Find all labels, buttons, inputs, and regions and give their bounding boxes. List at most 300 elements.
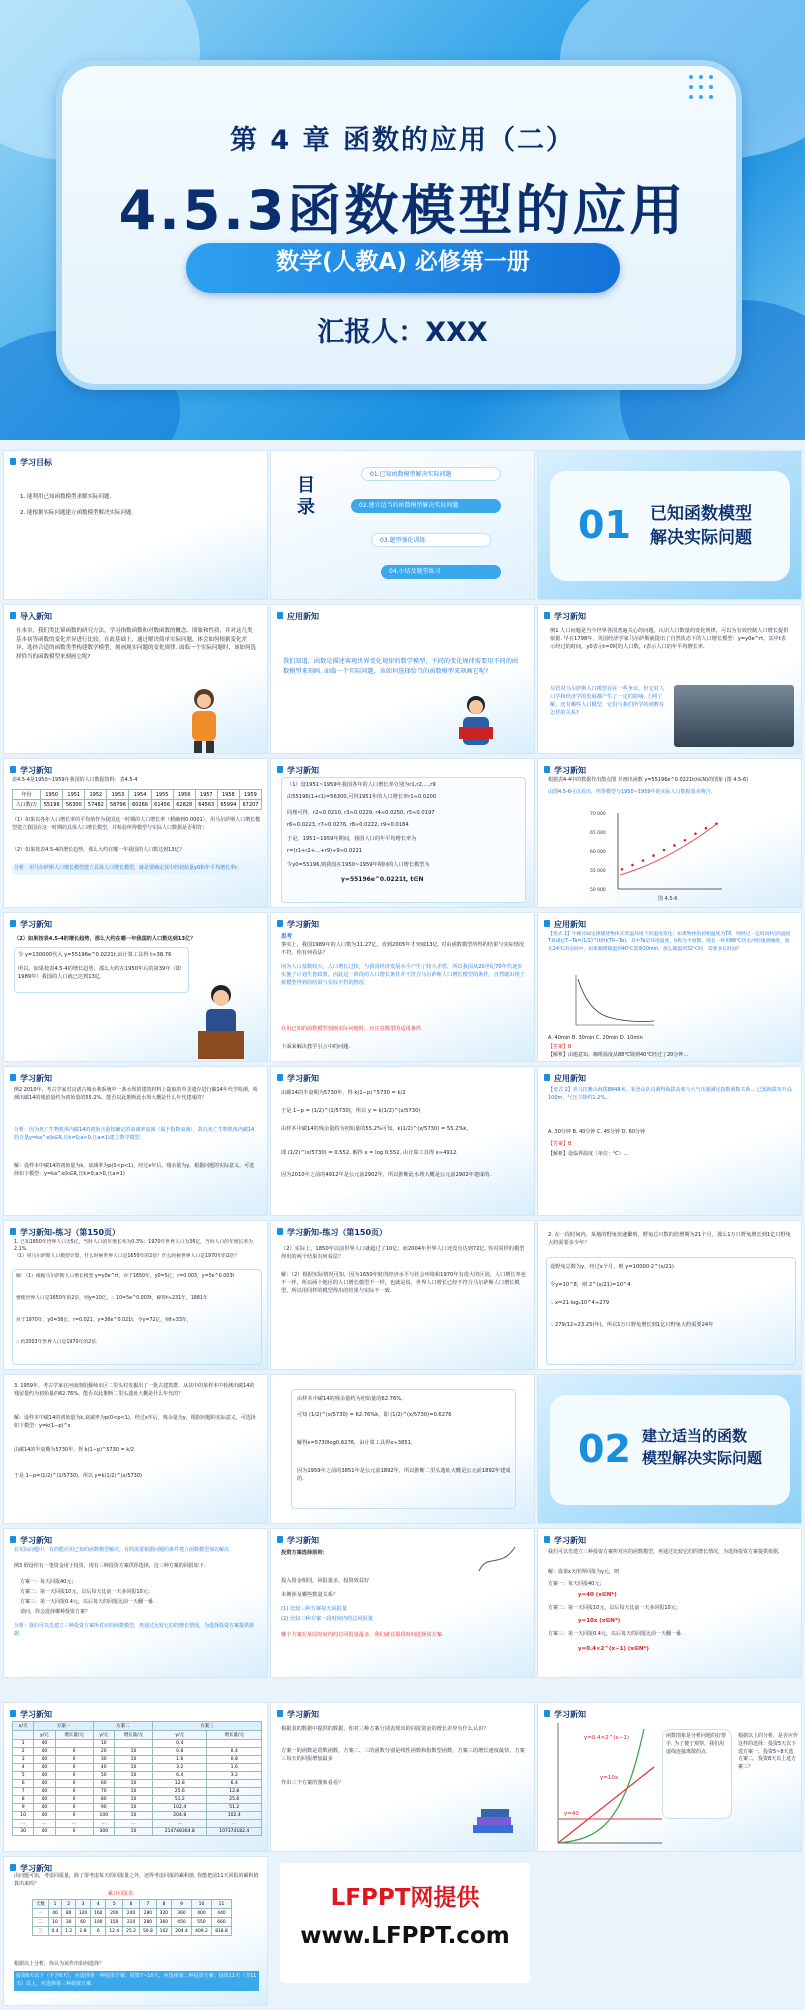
p3-l2: 设野兔总数为y，经过x个月，则 y=10000·2^(x/21) — [550, 1264, 674, 1270]
p4-l2: 解：设样本中碳14的初始量为k,衰减率为p(0<p<1)，经过x年后，残余量为y，根据问题的实际意义，可选择如下模型：y=k(1−p)^x — [14, 1415, 256, 1429]
y-tick-label: 65 000 — [590, 831, 606, 836]
provider-name: LFPPT网提供 — [330, 1885, 480, 1911]
curve-label-linear: y=10x — [600, 1775, 619, 1781]
lesson-title: 4.5.3函数模型的应用 — [118, 179, 687, 242]
scatter-point — [621, 868, 624, 871]
a3-l6: y=10x (x∈N*) — [578, 1618, 621, 1624]
table-cell: 100 — [91, 1918, 106, 1927]
sol2-l3: 由样本中碳14的残余量约为初始量的55.2%可知，k(1/2)^(x/5730) = 55.2%k， — [281, 1126, 472, 1132]
year-cell: 1957 — [195, 790, 217, 800]
sol2-l1: 由碳14的半衰期为5730年，得 k(1−p)^5730 = k/2 — [281, 1090, 406, 1096]
table-analysis: 分析：用马尔萨斯人口增长模型建立具体人口增长模型，就是要确定其中的初始量y0和年平均增长率r. — [12, 863, 262, 875]
q2-title: （2）如果按表4.5-4的增长趋势，那么大约在哪一年我国的人口数达到13亿？ — [14, 936, 196, 942]
sol2-l5: 因为2010年之前的4912年是公元前2902年，所以推断此水坝大概是公元前2902年建成的. — [281, 1172, 492, 1178]
a3-l8: y=0.4×2^(x−1) (x∈N*) — [578, 1646, 649, 1652]
table-cell: 102.4 — [153, 1804, 207, 1812]
table-header: 方案一 — [34, 1722, 93, 1731]
figure-label: 图 4.5-6 — [658, 896, 678, 902]
table-cell: … — [55, 1820, 93, 1828]
p5-l2: 可知 (1/2)^(x/5730) = 62.76%k，即 (1/2)^(x/5730)=0.6276 — [297, 1412, 452, 1418]
table-row — [13, 1772, 262, 1780]
slide-heading: 学习新知 — [277, 919, 319, 930]
table-cell: 409.2 — [191, 1927, 211, 1936]
sol1-l2: 由55196(1+r1)=56300,可得1951年的人口增长率r1≈0.0200 — [287, 794, 437, 800]
think-next: 下面来解决教学引言中的问题. — [281, 1044, 351, 1050]
sol2-l4: 即 (1/2)^(x/5730) = 0.552. 解得 x = log 0.552, 由计算工具得 x≈4912. — [281, 1150, 458, 1156]
slide-heading: 导入新知 — [10, 611, 52, 622]
slide-a6 — [3, 1856, 268, 2006]
slide-heading: 学习新知 — [544, 1535, 586, 1546]
a2-l4: (2) 比较三种方案一段时间内的总回报量 — [281, 1616, 373, 1622]
table-subheader: 增长量/元 — [114, 1731, 152, 1740]
year-cell: 1955 — [151, 790, 173, 800]
table-cell: 3.2 — [153, 1764, 207, 1772]
table-cell: 40 — [48, 1909, 62, 1918]
table-q1: （1）如果以各年人口增长率的平均值作为我国这一时期的人口增长率（精确到0.0001），用马尔萨斯人口增长模型建立我国在这一时期的具体人口增长模型，并检验所得模型与实际人口数据是否相符； — [12, 817, 261, 831]
table-subheader — [13, 1731, 34, 1740]
table-subheader: 增长量/元 — [207, 1731, 262, 1740]
provider-card — [280, 1863, 530, 1983]
ex2-solution: 解：设样本中碳14的初始量为k，衰减率为p(0<p<1)，经过x年后，残余量为y，根据问题的实际意义，可选择如下模型：y=ka^x(k∈R,且k≠0;a>0,且a≠1) — [14, 1163, 255, 1177]
table-cell: 6.4 — [153, 1772, 207, 1780]
ex2-analysis: 分析：因为死亡生物机体内碳14的初始含量按确定的衰减率衰减（属于指数衰减），故以死亡生物机体内碳14的含量y=ka^x(k∈R,且k≠0;a>0,且a≠1)建立数学模型. — [14, 1127, 255, 1141]
population-cell: 67207 — [239, 800, 261, 810]
ex2-text: 例2 2010年，考古学家对良渚古城水利系统中一条水坝的建筑材料上提取的草茎遗存进行碳14年代学检测，检测出碳14的残留量约为初始量的55.2%，能否以此推断此水坝大概是什么年代建成的？ — [14, 1087, 258, 1101]
table-cell: 160 — [91, 1909, 106, 1918]
a6-caption: 累计回报表 — [108, 1891, 134, 1897]
a3-l3: 方案一：每天回报40元； — [548, 1581, 605, 1587]
table-header: 方案二 — [93, 1722, 152, 1731]
table-cell: 1 — [13, 1740, 34, 1748]
goal-1: 1. 能利用已知函数模型求解实际问题. — [20, 494, 112, 500]
table-cell: 90 — [93, 1804, 114, 1812]
sol1-l5: 于是，1951~1959年期间，我国人口的年平均增长率为 — [287, 836, 417, 842]
table-subheader: 增长量/元 — [55, 1731, 93, 1740]
p2-l2: 解：（2）根据实际情况可知，因为1650年时的经济水平与社会环境和1970年有很大的区别，人口增长率也不一样，所以两个地区的人口增长模型不一样，也就是说，世界人口增长已经不符合马尔萨斯人口增长模型，所以用同样的模型得出的结果与实际不一致. — [281, 1272, 526, 1295]
teacher-illustration-icon — [174, 685, 234, 754]
a3-l7: 方案三：第一天回报0.4元，以后每天的回报比前一天翻一番. — [548, 1631, 683, 1637]
slide-heading: 应用新知 — [544, 919, 586, 930]
section-number: 02 — [578, 1427, 631, 1471]
slide-p4 — [3, 1374, 268, 1524]
table-cell: 280 — [139, 1918, 156, 1927]
slide-goals — [3, 450, 268, 600]
slide-a2 — [270, 1528, 535, 1678]
slide-heading: 学习新知 — [10, 1073, 52, 1084]
table-cell: 3 — [13, 1756, 34, 1764]
table-cell — [55, 1740, 93, 1748]
population-scatter-chart — [588, 803, 728, 903]
year-cell: 1953 — [107, 790, 129, 800]
a4-l1: 根据表的数据中提供的数据，你对三种方案分别表现出的回报资金的增长差异有什么认识？ — [281, 1726, 489, 1732]
reporter-label: 汇报人：XXX — [317, 317, 488, 348]
table-subheader: y/元 — [153, 1731, 207, 1740]
title-slide — [0, 0, 805, 440]
table-cell: 450 — [171, 1918, 191, 1927]
table-header: 方案三 — [153, 1722, 262, 1731]
section-title-1: 建立适当的函数 — [642, 1427, 748, 1445]
table-cell: 80 — [93, 1796, 114, 1804]
think-note: 在用已知的函数模型刻画实际问题时，应注意模型的适用条件. — [281, 1026, 423, 1032]
year-cell: 年份 — [13, 790, 41, 800]
books-illustration-icon — [471, 1803, 515, 1843]
table-cell: 25.6 — [153, 1788, 207, 1796]
intro-text: 在本章，我们类比幂函数的研究方法，学习指数函数和对数函数的概念、图象和性质，并对这几类基本初等函数的变化差异进行比较。在此基础上，通过解决简单实际问题，体会如何根据变化差异，选择合适的函数类型构建数学模型，刻画现实问题的变化规律. 面临一个实际问题时，该如何选择恰当的函数模型来刻画它呢? — [16, 628, 256, 660]
a4-l3: 作出三个方案的图象看看？ — [281, 1780, 344, 1786]
table-row — [33, 1918, 232, 1927]
table-cell: 20 — [93, 1748, 114, 1756]
slide-a5 — [537, 1702, 802, 1852]
scatter-point — [663, 849, 666, 852]
toc-item-1[interactable]: 01.已知函数模型解决实际问题 — [361, 467, 501, 481]
population-cell: 57482 — [85, 800, 107, 810]
table-cell: 204.4 — [171, 1927, 191, 1936]
table-cell: 9 — [13, 1804, 34, 1812]
slide-p1 — [3, 1220, 268, 1370]
table-cell: 1.6 — [207, 1764, 262, 1772]
table-cell: 40 — [34, 1772, 55, 1780]
year-cell: 1950 — [41, 790, 63, 800]
table-cell: 40 — [34, 1740, 55, 1748]
p1-l3: 解：（1）根据马尔萨斯人口增长模型 y=y0e^rt，对于1650年，y0=5亿，r=0.003，y=5e^0.003t — [16, 1274, 235, 1279]
p5-l4: 因为1959年之前的3851年是公元前1892年，所以推断二里头遗址大概是公元前1892年建成的. — [297, 1468, 511, 1483]
table-cell: 360 — [156, 1918, 171, 1927]
chapter-title: 第 4 章 函数的应用（二） — [230, 125, 575, 156]
table-cell: 12.8 — [207, 1788, 262, 1796]
curve-label-exp: y=0.4×2^(x−1) — [584, 1735, 629, 1741]
table-cell — [207, 1740, 262, 1748]
population-cell: 55196 — [41, 800, 63, 810]
provider-url[interactable]: www.LFPPT.com — [300, 1923, 510, 1949]
table-cell: 5 — [13, 1772, 34, 1780]
subtitle-pill: 数学(人教A) 必修第一册 — [186, 243, 620, 293]
cooling-curve-chart — [568, 971, 658, 1031]
table-cell: 10 — [114, 1812, 152, 1820]
year-cell: 1959 — [239, 790, 261, 800]
slide-intro — [3, 604, 268, 754]
app1-text: 我们知道，函数是描述客观世界变化规律的数学模型，不同的变化规律需要用不同的函数模型来刻画. 面临一个实际问题，该如何选择恰当的函数模型来刻画它呢? — [283, 658, 519, 675]
table-cell: 40 — [93, 1764, 114, 1772]
slide-heading: 学习新知 — [10, 1863, 52, 1874]
a6-l3: 投资6天以下（不含6天），应选择第一种投资方案；投资7~10天，应选择第二种投资方案；投资11天（含11天）以上，应选择第三种投资方案. — [14, 1971, 259, 1991]
population-cell: 58796 — [107, 800, 129, 810]
table-cell: 30 — [62, 1918, 76, 1927]
population-table — [12, 789, 262, 810]
q2-l2: 所以，如果按表4.5-4的增长趋势，那么大约在1950年后的第39年（即1989年）我国的人口就已达到13亿. — [18, 966, 181, 981]
table-cell: 1.2 — [62, 1927, 76, 1936]
table-q2: （2）如果按表4.5-4的增长趋势，那么大约在哪一年我国的人口数达到13亿？ — [12, 847, 185, 853]
a5-note1: 函数图象是分析问题的好帮手. 为了便于观察，我们用虚线连接离散的点. — [666, 1733, 727, 1755]
table-cell: 0 — [55, 1828, 93, 1836]
goal-2: 2. 能根据实际问题建立函数模型解决实际问题. — [20, 510, 134, 516]
slide-ex2 — [3, 1066, 268, 1216]
var2-answer: 【答案】B — [548, 1141, 572, 1147]
y-tick-label: 60 000 — [590, 850, 606, 855]
table-cell: 40 — [34, 1756, 55, 1764]
var1-text: 【变式 1】牛顿冷却定律描述物体在常温环境下的温度变化：如果物体的初始温度为T0，则经过一定时间t后的温度T将满足T−Ta=(1/2)^(t/h)(T0−Ta)，其中Ta是环境温度，h称为半衰期。现有一杯用88℃热水冲的速溶咖啡，放在24℃的房间中，如果咖啡降温到40℃需要20min，那么降温到32℃时，需要多长时间？ — [548, 932, 791, 952]
slide-app1 — [270, 604, 535, 754]
a2-l5: 哪个方案在某段时间内的总回报量最多，我们就在那段时间选择该方案. — [281, 1632, 444, 1638]
table-header: x/天 — [13, 1722, 34, 1731]
table-cell: 400 — [191, 1909, 211, 1918]
table-cell: 10 — [114, 1780, 152, 1788]
table-cell: 2 — [13, 1748, 34, 1756]
table-cell: 0 — [55, 1780, 93, 1788]
table-cell: 150 — [106, 1918, 123, 1927]
table-row — [13, 1740, 262, 1748]
table-cell: 40 — [34, 1780, 55, 1788]
table-row — [13, 1748, 262, 1756]
table-cell: … — [13, 1820, 34, 1828]
table-cell: 2.8 — [75, 1927, 90, 1936]
table-cell: 240 — [123, 1909, 140, 1918]
a3-l5: 方案二：第一天回报10元，以后每天比前一天多回报10元； — [548, 1605, 681, 1611]
table-cell: 0 — [55, 1764, 93, 1772]
table-cell: 10 — [13, 1812, 34, 1820]
ex1-question: 尽管对马尔萨斯人口模型存在一些争议，但它对人口学和经济学的发展都产生了一定的影响. 上网了解，还有哪些人口模型，它们与我们所学的函数有怎样的关系? — [550, 686, 665, 717]
table-cell: 一 — [33, 1909, 49, 1918]
table-subheader: y/元 — [93, 1731, 114, 1740]
y-tick-label: 70 000 — [590, 812, 606, 817]
table-cell: 50 — [93, 1772, 114, 1780]
table-cell: … — [114, 1820, 152, 1828]
a1-l1: 在实际问题中，有的能应用已知的函数模型解决，有的需要根据问题的条件建立函数模型加以解决. — [14, 1547, 231, 1553]
table-row — [13, 1804, 262, 1812]
section-title-2: 解决实际问题 — [650, 528, 752, 548]
slide-a3 — [537, 1528, 802, 1678]
table-cell: 320 — [156, 1909, 171, 1918]
a1-l7: 分析：我们可以先建立三种投资方案所对应的函数模型，再通过比较它们的增长情况，为选择投资方案提供依据. — [14, 1623, 255, 1637]
graph1-l1: 根据表4-4中的数据作出散点图 并画出函数 y=55196e^0.0221t(t∈N)的图象 (图 4.5-6) — [548, 777, 749, 783]
table-cell: 214748364.8 — [153, 1828, 207, 1836]
table-cell: 60 — [75, 1918, 90, 1927]
scatter-point — [652, 854, 655, 857]
p5-l1: 由样本中碳14的残余量约为初始量的62.76%, — [297, 1396, 403, 1402]
slide-heading: 学习新知-练习（第150页） — [10, 1227, 120, 1238]
table-cell: 10 — [114, 1828, 152, 1836]
table-row — [13, 1756, 262, 1764]
table-cell: 0 — [55, 1812, 93, 1820]
table-row — [33, 1900, 232, 1909]
section-number: 01 — [578, 503, 631, 547]
table-cell: 25.2 — [123, 1927, 140, 1936]
p5-l3: 解得x=5730log0.6276，由计算工具得x≈3851， — [297, 1440, 417, 1446]
graph1-l2: 由图4.5-6可以看出，所得模型与1950~1959年的实际人口数据基本吻合. — [548, 789, 713, 795]
table-cell: … — [207, 1820, 262, 1828]
slide-heading: 学习新知 — [544, 611, 586, 622]
table-cell: 0.4 — [153, 1740, 207, 1748]
slide-sol1 — [270, 758, 535, 908]
slide-heading: 学习新知 — [277, 1073, 319, 1084]
table-cell: 10 — [114, 1772, 152, 1780]
table-cell: 100 — [93, 1812, 114, 1820]
scatter-point — [715, 822, 718, 825]
table-cell — [114, 1740, 152, 1748]
table-cell: 40 — [34, 1804, 55, 1812]
slide-p5 — [270, 1374, 535, 1524]
sol1-l6: r=(r1+r2+…+r9)÷9≈0.0221 — [287, 848, 363, 854]
var1-explain: 【解析】由题意知，咖啡温度从88℃降到40℃经过了20分钟... — [548, 1052, 689, 1058]
table-cell: 40 — [34, 1764, 55, 1772]
p4-l4: 于是 1−p=(1/2)^(1/5730)，所以 y=k(1/2)^(x/5730) — [14, 1473, 142, 1479]
table-cell: 120 — [75, 1909, 90, 1918]
dots-decor-icon — [686, 72, 726, 112]
a3-l4: y=40 (x∈N*) — [578, 1592, 617, 1598]
section-title-1: 已知函数模型 — [650, 504, 752, 524]
table-cell: 0 — [55, 1772, 93, 1780]
var2-options: A. 30分钟 B. 40分钟 C. 45分钟 D. 60分钟 — [548, 1129, 646, 1135]
slide-heading: 学习新知 — [544, 1709, 586, 1720]
table-cell: 10 — [114, 1748, 152, 1756]
table-cell: 4 — [91, 1900, 106, 1909]
table-cell: 10 — [114, 1788, 152, 1796]
table-cell: 0.4 — [207, 1748, 262, 1756]
table-cell: 10 — [114, 1764, 152, 1772]
a2-l2: 本例涉及哪些数量关系？ — [281, 1592, 339, 1598]
table-cell: 4 — [13, 1764, 34, 1772]
table-cell: 7 — [13, 1788, 34, 1796]
table-cell: … — [93, 1820, 114, 1828]
table-cell: 6 — [13, 1780, 34, 1788]
toc-mu: 目 — [297, 475, 315, 496]
slide-p3 — [537, 1220, 802, 1370]
think-heading: 思考 — [281, 934, 293, 940]
p3-l4: ∴ x=21·log₂10^4≈279 — [550, 1300, 610, 1306]
table-cell: 6 — [123, 1900, 140, 1909]
table-cell: 3 — [75, 1900, 90, 1909]
table-caption: 表4.5-4是1950~1959年我国的人口数据资料：表4.5-4 — [12, 777, 138, 783]
p2-l1: （2）实际上，1850年以前世界人口就超过了10亿；而2004年世界人口还没有达到72亿. 你对同样的模型得出的两个结果有何看法？ — [281, 1246, 525, 1261]
slide-heading: 学习新知 — [544, 765, 586, 776]
table-cell: 7 — [139, 1900, 156, 1909]
population-cell: 65994 — [217, 800, 239, 810]
table-cell: 40 — [34, 1788, 55, 1796]
table-cell: 60 — [93, 1780, 114, 1788]
table-cell: … — [34, 1820, 55, 1828]
ex1-text: 例1 人口问题是当今世界各国普遍关心的问题。认识人口数量的变化规律，可以为有效控制人口增长提供依据. 早在1798年，英国经济学家马尔萨斯就提出了自然状态下的人口增长模型：y=y0e^rt，其中t表示经过的时间，y0表示t=0时的人口数，r表示人口的年平均增长率. — [550, 628, 789, 651]
table-cell: 0.4 — [48, 1927, 62, 1936]
slide-ex1 — [537, 604, 802, 754]
year-cell: 1952 — [85, 790, 107, 800]
table-cell: 30 — [13, 1828, 34, 1836]
table-row — [13, 1812, 262, 1820]
p4-l3: 由碳14的半衰期为5730年，得 k(1−p)^5730 = k/2 — [14, 1447, 135, 1453]
slide-a4 — [270, 1702, 535, 1852]
a6-l1: 由问题可知，考虑回报量，除了要考虑每天的回报量之外，还得考虑回报的累积值. 你能把前11天回报的累积值算出来吗？ — [14, 1873, 259, 1887]
table-cell: 102 — [156, 1927, 171, 1936]
a1-l5: 方案三：第一天回报0.4元，以后每天的回报比前一天翻一番. — [20, 1599, 155, 1605]
returns-curves-chart — [544, 1719, 664, 1849]
table-cell: 12.8 — [153, 1780, 207, 1788]
year-cell: 1954 — [129, 790, 151, 800]
a6-l2: 根据以上分析，你认为该作出如何选择？ — [14, 1961, 105, 1967]
population-cell: 人口数/万 — [13, 800, 41, 810]
population-cell: 61456 — [151, 800, 173, 810]
slide-a1 — [3, 1528, 268, 1678]
table-cell: 8 — [156, 1900, 171, 1909]
toc-item-2[interactable]: 02.建立适当的函数模型解决实际问题 — [351, 499, 501, 513]
y-tick-label: 50 000 — [590, 888, 606, 893]
slide-var2 — [537, 1066, 802, 1216]
toc-item-3[interactable]: 03.题型强化训练 — [371, 533, 491, 547]
slide-section-01 — [537, 450, 802, 600]
p4-l1: 3. 1959年，考古学家在河南洛阳偃师市区二里头村发掘出了一批古建筑群，从其中的某样本中检测出碳14的残留量约为初始量的62.76%，能否以此推断二里头遗址大概是什么年代的？ — [14, 1383, 255, 1397]
table-cell: 6.4 — [207, 1780, 262, 1788]
a1-l6: 请问，你会选择哪种投资方案？ — [20, 1609, 91, 1615]
table-cell: 10 — [114, 1804, 152, 1812]
a2-l3: (1) 比较三种方案每天回报量 — [281, 1606, 348, 1612]
p3-l5: ∴ 279/12≈23.25(年)，所以1万只野兔增长到1亿只野兔大约需要24年 — [550, 1322, 714, 1328]
slide-graph1 — [537, 758, 802, 908]
table-cell: 0 — [55, 1748, 93, 1756]
sol1-l1: （1）设1951~1959年我国各年的人口增长率分别为r1,r2,…,r9 — [287, 782, 436, 788]
slide-heading: 学习新知 — [277, 1535, 319, 1546]
slide-heading: 学习新知 — [277, 1709, 319, 1720]
table-cell: 40 — [34, 1828, 55, 1836]
p3-l3: 令y=10^8，则 2^(x/21)=10^4 — [550, 1282, 631, 1288]
slide-tbl2 — [3, 1702, 268, 1852]
table-cell: 10 — [191, 1900, 211, 1909]
slide-heading: 学习新知 — [10, 919, 52, 930]
var2-text: 【变式 2】喜马拉雅山海拔8848米，某登山队员测得海拔高度与大气压强满足指数函数关系... 已知海拔每升高100m，气压下降约1.2%... — [548, 1087, 792, 1101]
table-cell: 0.8 — [153, 1748, 207, 1756]
sol2-l2: 于是 1−p = (1/2)^(1/5730)，所以 y = k(1/2)^(x/5730) — [281, 1108, 421, 1114]
scatter-point — [705, 827, 708, 830]
table-cell: 50.8 — [139, 1927, 156, 1936]
table-cell: 660 — [211, 1918, 231, 1927]
slide-heading: 学习目标 — [10, 457, 52, 468]
table-cell: 2 — [62, 1900, 76, 1909]
p1-l4: 要使世界人口是1650年的2倍，则y=10亿，∴ 10=5e^0.003t，解得t≈231年，1881年 — [16, 1296, 208, 1301]
table-cell: 210 — [123, 1918, 140, 1927]
table-row — [13, 1828, 262, 1836]
p1-l6: ∴ 约2003年世界人口是1970年的2倍. — [16, 1340, 98, 1345]
year-cell: 1956 — [173, 790, 195, 800]
table-cell: 40 — [34, 1748, 55, 1756]
table-cell: 70 — [93, 1788, 114, 1796]
curve-label-const: y=40 — [564, 1811, 579, 1817]
year-cell: 1958 — [217, 790, 239, 800]
sol1-l3: 同理可得，r2≈0.0210, r3≈0.0229, r4≈0.0250, r5≈0.0197 — [287, 810, 435, 816]
toc-item-4[interactable]: 04.小结及随堂练习 — [381, 565, 501, 579]
table-cell: 51.2 — [153, 1796, 207, 1804]
table-cell: 40 — [34, 1812, 55, 1820]
slide-var1 — [537, 912, 802, 1062]
population-cell: 60266 — [129, 800, 151, 810]
table-cell: 6 — [91, 1927, 106, 1936]
slide-sol2 — [270, 1066, 535, 1216]
a3-l2: 解：设第x天所得回报为y元，则 — [548, 1569, 619, 1575]
table-cell: 280 — [139, 1909, 156, 1918]
table-cell: 102.4 — [207, 1812, 262, 1820]
section-title-2: 模型解决实际问题 — [642, 1449, 763, 1467]
a2-heading: 投资方案选择原则： — [281, 1550, 328, 1556]
table-cell: 0 — [55, 1796, 93, 1804]
scatter-point — [642, 859, 645, 862]
table-cell: 25.6 — [207, 1796, 262, 1804]
table-cell: 0 — [55, 1756, 93, 1764]
table-row — [13, 1820, 262, 1828]
sol1-l4: r6≈0.0223, r7≈0.0276, r8≈0.0222, r9≈0.0184 — [287, 822, 409, 828]
table-row — [33, 1909, 232, 1918]
table-cell: 5 — [106, 1900, 123, 1909]
table-row — [13, 1796, 262, 1804]
scatter-point — [631, 864, 634, 867]
a1-l3: 方案一：每天回报40元； — [20, 1579, 77, 1585]
table-cell: 11 — [211, 1900, 231, 1909]
slide-heading: 学习新知 — [10, 1709, 52, 1720]
slide-p2 — [270, 1220, 535, 1370]
